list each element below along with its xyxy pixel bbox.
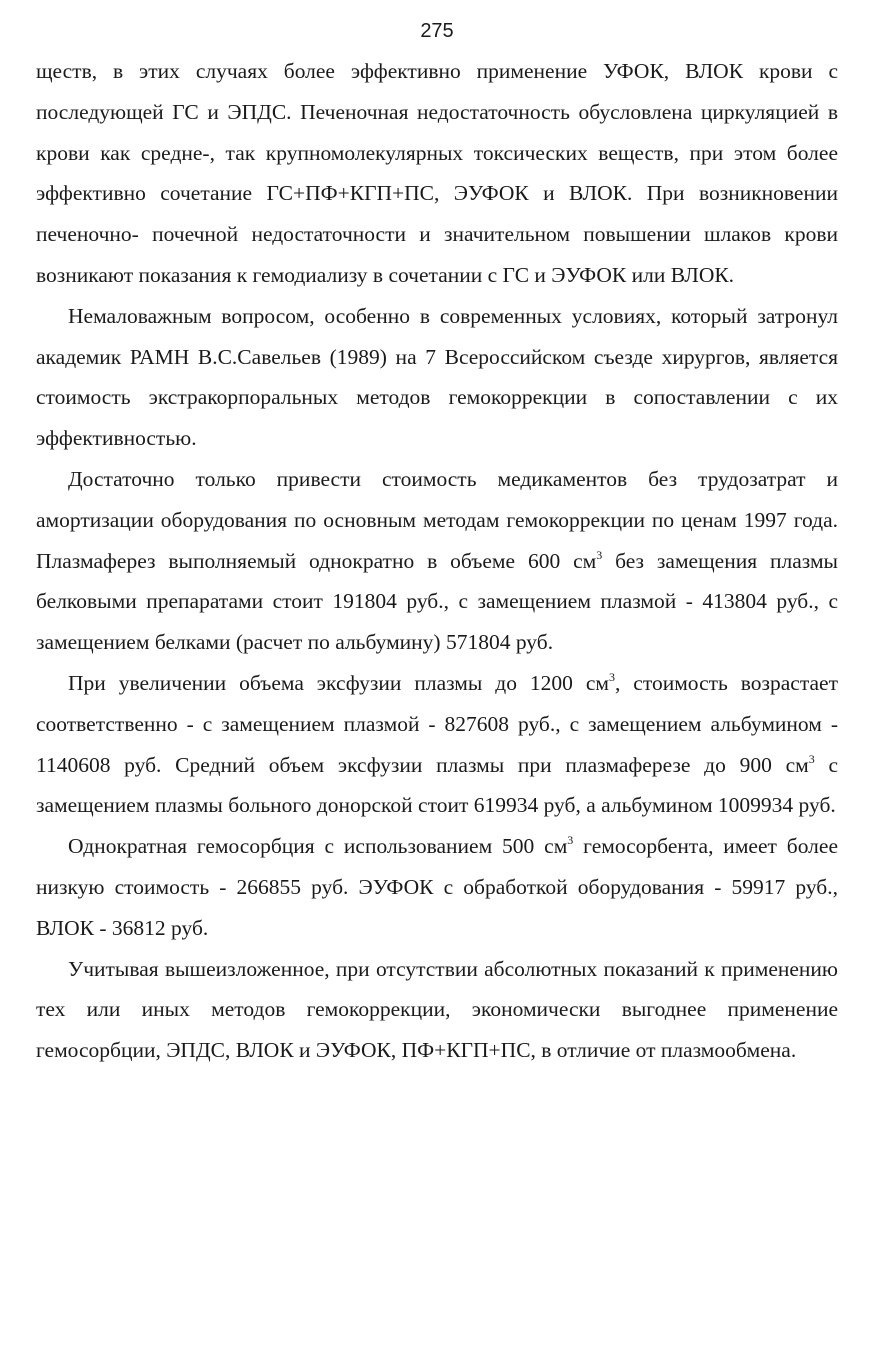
paragraph-exfusion-volume (36, 663, 838, 826)
superscript: 3 (596, 547, 603, 562)
text-span: Однократная гемосорбция с использованием 500 см (68, 834, 568, 859)
paragraph-hemosorption-cost (36, 826, 838, 948)
paragraph-plasmapheresis-cost (36, 459, 838, 663)
superscript: 3 (567, 833, 574, 848)
superscript: 3 (808, 751, 815, 766)
paragraph-conclusion: Учитывая вышеизложенное, при отсутствии абсолютных показаний к применению тех или иных методов гемокоррекции, экономически выгоднее применение гемосорбции, ЭПДС, ВЛОК и ЭУФОК, ПФ+КГП+ПС, в отличие от плазмообмена. (36, 956, 838, 1063)
superscript: 3 (608, 669, 615, 684)
text-span: Достаточно только привести стоимость медикаментов без трудозатрат и амортизации оборудования по основным методам гемокоррекции по ценам 1997 года. Плазмаферез выполняемый однократно в объеме 600 см (36, 466, 838, 573)
text-span: При увеличении объема эксфузии плазмы до 1200 см (68, 670, 609, 695)
text-span: с замещением плазмы больного донорской стоит 619934 руб, а альбумином 1009934 руб. (36, 752, 838, 818)
paragraph-cost-question: Немаловажным вопросом, особенно в современных условиях, который затронул академик РАМН В.С.Савельев (1989) на 7 Всероссийском съезде хирургов, является стоимость экстракорпоральных методов гемокоррекции в сопоставлении с их эффективностью. (36, 303, 838, 451)
page-number: 275 (420, 20, 454, 42)
text-span: , стоимость возрастает соответственно - с замещением плазмой - 827608 руб., с замещением альбумином - 1140608 руб. Средний объем эксфузии плазмы при плазмаферезе до 900 см (36, 670, 838, 777)
paragraph-continuation: ществ, в этих случаях более эффективно применение УФОК, ВЛОК крови с последующей ГС и ЭПДС. Печеночная недостаточность обусловлена циркуляцией в крови как средне-, так крупномолекулярных токсических веществ, при этом более эффективно сочетание ГС+ПФ+КГП+ПС, ЭУФОК и ВЛОК. При возникновении печеночно- почечной недостаточности и значительном повышении шлаков крови возникают показания к гемодиализу в сочетании с ГС и ЭУФОК или ВЛОК. (36, 59, 838, 287)
body-text (36, 51, 838, 1071)
text-span: без замещения плазмы белковыми препаратами стоит 191804 руб., с замещением плазмой - 413804 руб., с замещением белками (расчет по альбумину) 571804 руб. (36, 548, 838, 655)
text-span: гемосорбента, имеет более низкую стоимость - 266855 руб. ЭУФОК с обработкой оборудования - 59917 руб., ВЛОК - 36812 руб. (36, 834, 838, 940)
